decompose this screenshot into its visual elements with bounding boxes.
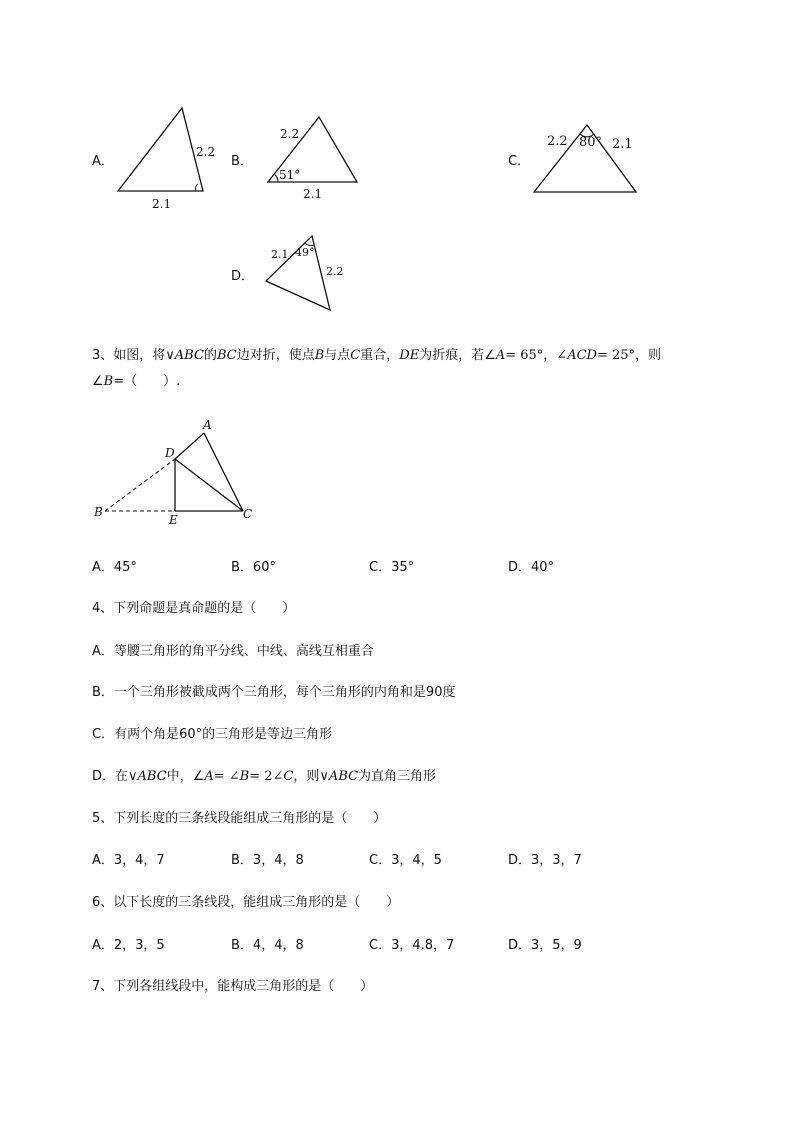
q4-option-d: D．在∨ABC中，∠A= ∠B= 2∠C，则∨ABC为直角三角形	[92, 769, 437, 784]
q4-option-b: B．一个三角形被截成两个三角形，每个三角形的内角和是90度	[92, 685, 456, 700]
q2-a-side-bottom: 2.1	[152, 197, 172, 211]
q2-d-side-left: 2.1	[271, 248, 289, 261]
q3-option-a: A．45°	[92, 560, 137, 575]
q3-point-e: E	[169, 513, 178, 527]
q6-stem: 6、以下长度的三条线段，能组成三角形的是（ ）	[92, 895, 400, 910]
q4-stem: 4、下列命题是真命题的是（ ）	[92, 601, 296, 616]
q3-stem-line2: ∠B=（ ）.	[92, 374, 181, 389]
q2-c-side-left: 2.2	[547, 134, 568, 149]
q3-point-b: B	[94, 505, 103, 519]
q2-option-a-letter: A．	[92, 154, 114, 169]
q5-option-b: B．3，4，8	[231, 853, 304, 868]
q3-stem-line1: 3、如图，将∨ABC的BC边对折，使点B与点C重合，DE为折痕，若∠A= 65°，∠ACD= 25°，则	[92, 348, 662, 363]
q3-option-c: C．35°	[369, 560, 415, 575]
q5-option-c: C．3，4，5	[369, 853, 442, 868]
q2-option-a-figure	[110, 100, 220, 215]
q2-option-b-letter: B．	[231, 154, 253, 169]
q7-stem: 7、下列各组线段中，能构成三角形的是（ ）	[92, 979, 374, 994]
q2-option-d-figure	[260, 230, 360, 315]
q6-option-d: D．3，5，9	[508, 938, 582, 953]
q2-c-side-right: 2.1	[612, 137, 633, 152]
q2-option-c-figure	[530, 115, 645, 200]
q2-option-c-letter: C．	[508, 154, 531, 169]
q6-option-a: A．2，3，5	[92, 938, 165, 953]
q3-figure	[88, 410, 268, 530]
q3-point-d: D	[165, 446, 175, 460]
q2-d-side-right: 2.2	[326, 265, 344, 278]
q2-b-side-bottom: 2.1	[303, 187, 323, 201]
q6-option-c: C．3，4.8，7	[369, 938, 455, 953]
q5-stem: 5、下列长度的三条线段能组成三角形的是（ ）	[92, 811, 387, 826]
q2-c-angle: 80°	[579, 135, 603, 150]
q4-option-a: A．等腰三角形的角平分线、中线、高线互相重合	[92, 644, 374, 659]
q2-option-b-figure	[260, 108, 370, 208]
q2-b-side-left: 2.2	[280, 127, 300, 141]
q2-option-d-letter: D．	[231, 269, 255, 284]
q3-point-c: C	[243, 507, 253, 521]
q5-option-d: D．3，3，7	[508, 853, 582, 868]
q6-option-b: B．4，4，8	[231, 938, 304, 953]
q2-b-angle: 51°	[279, 168, 301, 182]
q2-d-angle: 49°	[295, 246, 315, 259]
q4-option-c: C．有两个角是60°的三角形是等边三角形	[92, 727, 333, 742]
q5-option-a: A．3，4，7	[92, 853, 165, 868]
q2-a-side-right: 2.2	[196, 145, 216, 159]
q3-option-d: D．40°	[508, 560, 555, 575]
q3-point-a: A	[203, 418, 212, 432]
q3-option-b: B．60°	[231, 560, 276, 575]
